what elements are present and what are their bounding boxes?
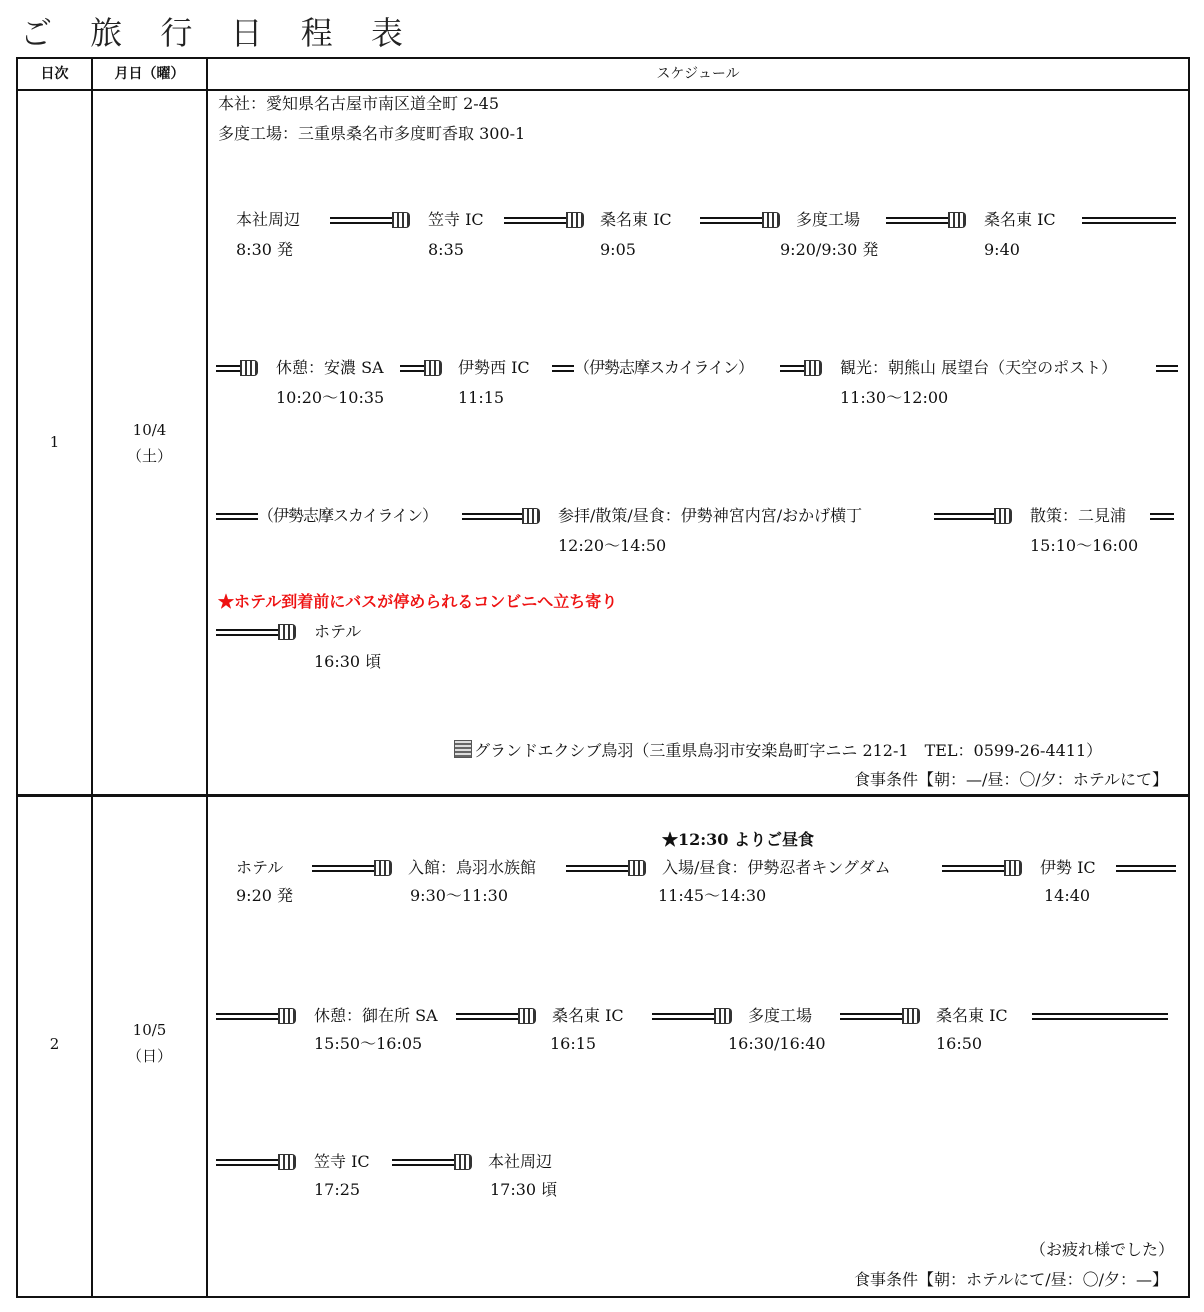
bus-arrow-icon [934, 510, 1012, 522]
stop-place: 多度工場 [748, 1006, 813, 1025]
closing-message: （お疲れ様でした） [1029, 1240, 1174, 1259]
stop-time: 17:25 [314, 1180, 361, 1199]
stop-time: 17:30 頃 [490, 1180, 558, 1199]
bus-arrow-icon [886, 214, 966, 226]
stop-time: 16:30/16:40 [728, 1034, 826, 1053]
stop-time: 15:50～16:05 [314, 1034, 423, 1053]
stop-time: 10:20～10:35 [276, 388, 385, 407]
hotel-info [454, 740, 1102, 761]
day-number: 1 [49, 433, 60, 451]
stop-place: 入場/昼食：伊勢忍者キングダム [662, 858, 891, 877]
route-line [1082, 214, 1176, 226]
stop-time: 9:30～11:30 [410, 886, 509, 905]
stop-note: ★ホテル到着前にバスが停められるコンビニへ立ち寄り [218, 592, 618, 611]
stop-time: 9:20/9:30 発 [780, 240, 879, 259]
column-divider [91, 59, 93, 1296]
stop-place: 笠寺 IC [314, 1152, 370, 1171]
bus-arrow-icon [462, 510, 540, 522]
route-line [1150, 510, 1174, 522]
route-line [1032, 1010, 1168, 1022]
stop-place: 参拝/散策/昼食：伊勢神宮内宮/おかげ横丁 [558, 506, 863, 525]
row-divider [18, 794, 1188, 797]
day-date [93, 417, 206, 469]
day-date [93, 1017, 206, 1069]
bus-arrow-icon [652, 1010, 732, 1022]
stop-time: 9:40 [984, 240, 1020, 259]
stop-place: 多度工場 [796, 210, 861, 229]
stop-time: 15:10～16:00 [1030, 536, 1139, 555]
header-day: 日次 [40, 66, 69, 82]
weekday-text: （土） [126, 447, 172, 465]
bus-arrow-icon [780, 362, 822, 374]
stop-time: 16:15 [550, 1034, 597, 1053]
route-line [1116, 862, 1176, 874]
stop-place: 休憩：御在所 SA [314, 1006, 438, 1025]
bus-arrow-icon [392, 1156, 472, 1168]
meal-conditions: 食事条件【朝：—/昼：〇/夕：ホテルにて】 [854, 770, 1168, 789]
route-name: （伊勢志摩スカイライン） [574, 358, 754, 377]
header-divider [18, 89, 1188, 91]
stop-place: 桑名東 IC [552, 1006, 624, 1025]
page-title: ご 旅 行 日 程 表 [20, 14, 417, 52]
stop-time: 9:20 発 [236, 886, 294, 905]
bus-arrow-icon [942, 862, 1022, 874]
stop-time: 9:05 [600, 240, 636, 259]
bus-arrow-icon [330, 214, 410, 226]
meal-conditions: 食事条件【朝：ホテルにて/昼：〇/夕：—】 [854, 1270, 1168, 1289]
stop-time: 14:40 [1044, 886, 1091, 905]
stop-place: 笠寺 IC [428, 210, 484, 229]
route-name: （伊勢志摩スカイライン） [258, 506, 438, 525]
stop-time: 11:45～14:30 [658, 886, 767, 905]
column-divider [206, 59, 208, 1296]
address-factory: 多度工場：三重県桑名市多度町香取 300-1 [218, 124, 526, 143]
route-line [552, 362, 574, 374]
date-text: 10/4 [132, 421, 167, 439]
day-number: 2 [49, 1035, 60, 1053]
hotel-text: グランドエクシブ鳥羽（三重県鳥羽市安楽島町字ニニ 212-1 TEL：0599-26-4411） [474, 741, 1103, 760]
bus-arrow-icon [456, 1010, 536, 1022]
stop-place: ホテル [314, 622, 362, 641]
bus-arrow-icon [216, 362, 258, 374]
stop-place: 入館：鳥羽水族館 [408, 858, 537, 877]
date-text: 10/5 [132, 1021, 167, 1039]
stop-place: 本社周辺 [488, 1152, 553, 1171]
stop-time: 11:15 [458, 388, 505, 407]
stop-time: 16:50 [936, 1034, 983, 1053]
stop-place: 伊勢西 IC [458, 358, 530, 377]
stop-time: 12:20～14:50 [558, 536, 667, 555]
stop-place: 観光：朝熊山 展望台（天空のポスト） [840, 358, 1118, 377]
bus-arrow-icon [216, 1156, 296, 1168]
stop-time: 16:30 頃 [314, 652, 382, 671]
stop-place: 散策：二見浦 [1030, 506, 1127, 525]
route-line [216, 510, 258, 522]
header-date: 月日（曜） [114, 66, 185, 82]
bus-arrow-icon [216, 626, 296, 638]
stop-place: 休憩：安濃 SA [276, 358, 384, 377]
stop-place: 本社周辺 [236, 210, 301, 229]
stop-place: 桑名東 IC [984, 210, 1056, 229]
stop-time: 11:30～12:00 [840, 388, 949, 407]
stop-time: 8:30 発 [236, 240, 294, 259]
bus-arrow-icon [700, 214, 780, 226]
route-line [1156, 362, 1178, 374]
stop-place: 桑名東 IC [936, 1006, 1008, 1025]
header-schedule: スケジュール [656, 66, 740, 82]
stop-place: ホテル [236, 858, 284, 877]
stop-place: 伊勢 IC [1040, 858, 1096, 877]
bus-arrow-icon [312, 862, 392, 874]
lunch-note: ★12:30 よりご昼食 [662, 830, 815, 849]
weekday-text: （日） [126, 1047, 172, 1065]
bus-arrow-icon [216, 1010, 296, 1022]
stop-time: 8:35 [428, 240, 464, 259]
hotel-icon [454, 740, 472, 758]
address-hq: 本社：愛知県名古屋市南区道全町 2-45 [218, 94, 500, 113]
bus-arrow-icon [840, 1010, 920, 1022]
bus-arrow-icon [400, 362, 442, 374]
bus-arrow-icon [504, 214, 584, 226]
stop-place: 桑名東 IC [600, 210, 672, 229]
bus-arrow-icon [566, 862, 646, 874]
